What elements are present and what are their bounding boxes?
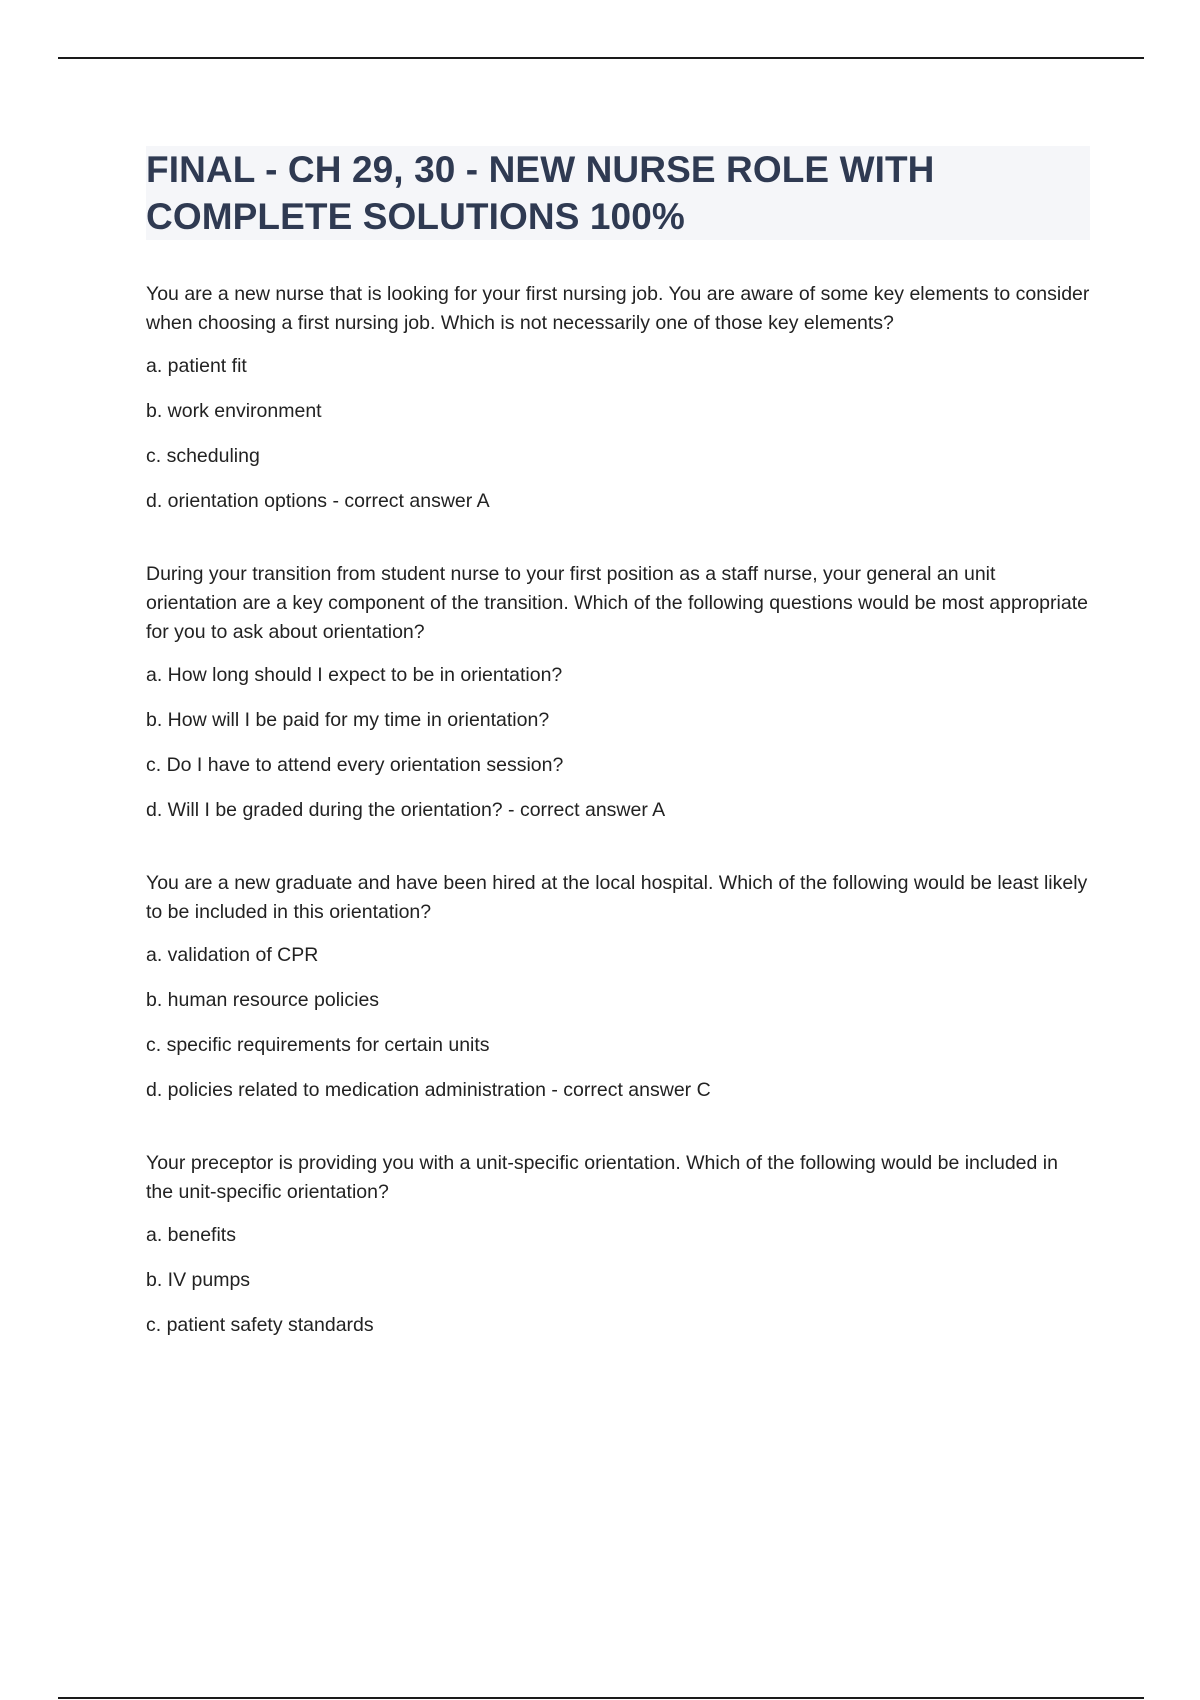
answer-option: d. Will I be graded during the orientation? - correct answer A (146, 799, 666, 821)
question-block-3 (146, 869, 1090, 1105)
answer-option: c. scheduling (146, 445, 260, 467)
answer-option: b. IV pumps (146, 1269, 251, 1291)
answer-option: c. specific requirements for certain units (146, 1034, 490, 1056)
question-text: You are a new graduate and have been hired at the local hospital. Which of the following would be least likely to be included in this orientation? (146, 872, 1088, 923)
answer-option: a. patient fit (146, 355, 247, 377)
answer-option: a. How long should I expect to be in orientation? (146, 664, 563, 686)
answer-option: a. validation of CPR (146, 944, 319, 966)
answer-option: a. benefits (146, 1224, 236, 1246)
answer-option: c. patient safety standards (146, 1314, 374, 1336)
question-block-4 (146, 1149, 1090, 1340)
document-title: FINAL - CH 29, 30 - NEW NURSE ROLE WITH COMPLETE SOLUTIONS 100% (146, 149, 935, 237)
question-list (146, 280, 1090, 1384)
question-text: During your transition from student nurse to your first position as a staff nurse, your general an unit orientation are a key component of the transition. Which of the following questions would be most appropriate for you to ask about orientation? (146, 563, 1088, 643)
answer-option: b. How will I be paid for my time in orientation? (146, 709, 550, 731)
title-banner (146, 146, 1090, 240)
question-block-2 (146, 560, 1090, 825)
question-text: Your preceptor is providing you with a unit-specific orientation. Which of the following would be included in the unit-specific orientation? (146, 1152, 1058, 1203)
question-text: You are a new nurse that is looking for your first nursing job. You are aware of some key elements to consider when choosing a first nursing job. Which is not necessarily one of those key elements? (146, 283, 1090, 334)
answer-option: b. work environment (146, 400, 322, 422)
answer-option: d. policies related to medication administration - correct answer C (146, 1079, 711, 1101)
bottom-divider (58, 1697, 1144, 1699)
answer-option: c. Do I have to attend every orientation session? (146, 754, 564, 776)
top-divider (58, 57, 1144, 59)
answer-option: d. orientation options - correct answer A (146, 490, 490, 512)
answer-option: b. human resource policies (146, 989, 380, 1011)
question-block-1 (146, 280, 1090, 516)
